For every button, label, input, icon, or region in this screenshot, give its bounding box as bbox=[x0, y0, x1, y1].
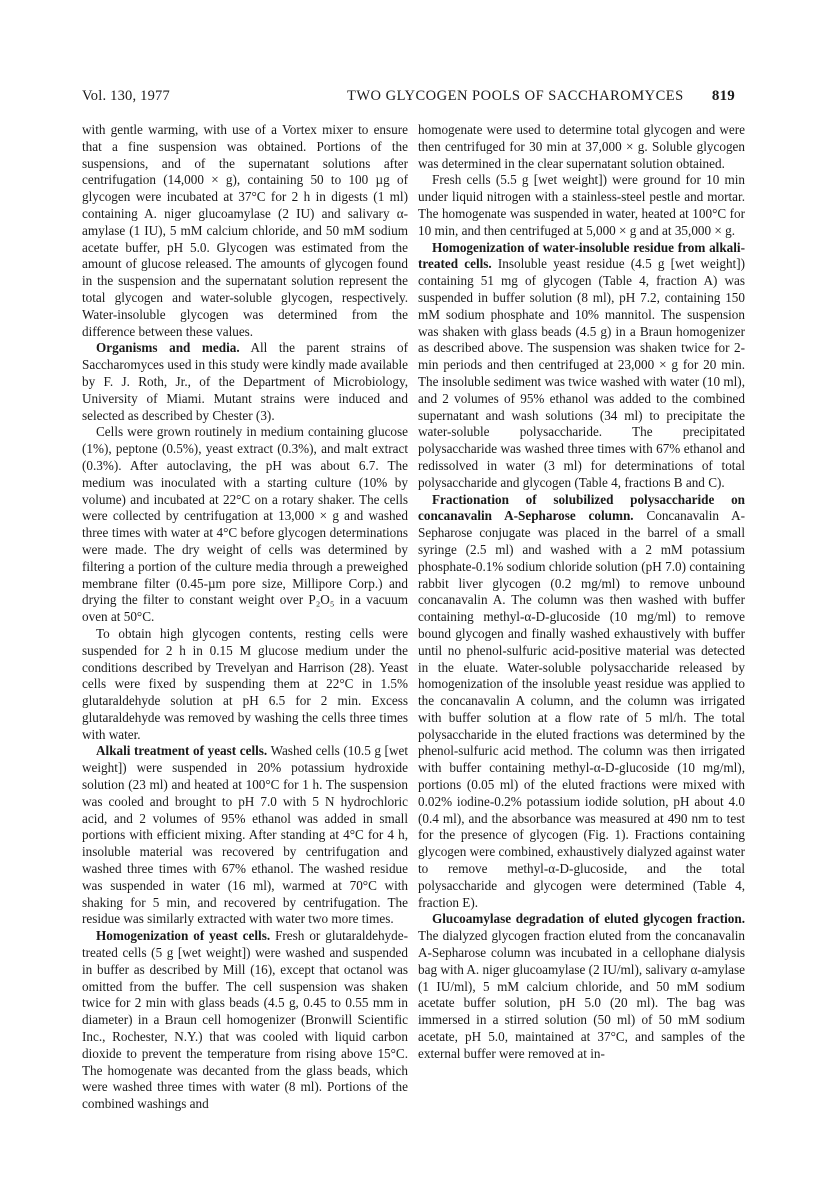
section-heading: Fractionation of solubilized polysaccharide on concanavalin A-Sepharose column. bbox=[418, 491, 745, 524]
paragraph-body: Fresh or glutaraldehyde-treated cells (5 g [wet weight]) were washed and suspended in buffer as described by Mill (16), except that octanol was omitted from the buffer. The cell suspension was shaken twice for 2 min with glass beads (4.5 g, 0.45 to 0.55 mm in diameter) in a Braun cell homogenizer (Bronwill Scientific Inc., Rochester, N.Y.) that was cooled with liquid carbon dioxide to prevent the temperature from rising above 15°C. The homogenate was decanted from the glass beads, which were washed three times with water (8 ml). Portions of the combined washings and bbox=[82, 928, 408, 1112]
paragraph-body: Washed cells (10.5 g [wet weight]) were suspended in 20% potassium hydroxide solution (23 ml) and heated at 100°C for 1 h. The suspension was cooled and brought to pH 7.0 with 5 N hydrochloric acid, and 2 volumes of 95% ethanol was added in small portions with efficient mixing. After standing at 4°C for 4 h, insoluble material was recovered by centrifugation and washed three times with 67% ethanol. The washed residue was suspended in water (16 ml), warmed at 70°C with shaking for 5 min, and recovered by centrifugation. The residue was similarly extracted with water two more times. bbox=[82, 743, 408, 927]
running-title: TWO GLYCOGEN POOLS OF SACCHAROMYCES bbox=[347, 88, 684, 104]
paragraph bbox=[418, 911, 745, 1062]
section-heading: Homogenization of yeast cells. bbox=[96, 928, 271, 944]
right-column bbox=[418, 122, 745, 1172]
paragraph-body: Insoluble yeast residue (4.5 g [wet weight]) containing 51 mg of glycogen (Table 4, fraction A) was suspended in buffer solution (8 ml), pH 7.2, containing 150 mM sodium phosphate and 10% mannitol. The suspension was shaken with glass beads (4.5 g) in a Braun homogenizer as described above. The suspension was shaken twice for 2-min periods and then centrifuged at 23,000 × g for 20 min. The insoluble sediment was twice washed with water (10 ml), and 2 volumes of 95% ethanol was added to the combined supernatant and wash solutions (34 ml) to precipitate the water-soluble polysaccharide. The precipitated polysaccharide was washed three times with 67% ethanol and redissolved in water (3 ml) for determinations of total polysaccharide and glycogen (Table 4, fractions B and C). bbox=[418, 256, 745, 490]
paragraph bbox=[418, 240, 745, 492]
paragraph bbox=[82, 928, 408, 1113]
page-number: 819 bbox=[711, 88, 735, 104]
section-heading: Organisms and media. bbox=[96, 340, 240, 356]
paragraph-body: The dialyzed glycogen fraction eluted from the concanavalin A-Sepharose column was incubated in a cellophane dialysis bag with A. niger glucoamylase (2 IU/ml), salivary α-amylase (1 IU/ml), 5 mM calcium chloride, and 50 mM sodium acetate buffer solution, pH 5.0 (20 ml). The bag was immersed in a stirred solution (50 ml) of 50 mM sodium acetate, pH 5.0, maintained at 37°C, and samples of the external buffer were removed at in- bbox=[418, 928, 745, 1061]
paragraph: Fresh cells (5.5 g [wet weight]) were ground for 10 min under liquid nitrogen with a stainless-steel pestle and mortar. The homogenate was suspended in water, heated at 100°C for 10 min, and then centrifuged at 5,000 × g and at 35,000 × g. bbox=[418, 172, 745, 238]
paragraph bbox=[82, 743, 408, 928]
paragraph bbox=[82, 340, 408, 424]
running-header bbox=[82, 88, 735, 108]
paragraph: with gentle warming, with use of a Vortex mixer to ensure that a fine suspension was obtained. Portions of the suspensions, and of the supernatant solutions after centrifugation (14,000 × g), containing 50 to 100 µg of glycogen were incubated at 37°C for 2 h in digests (1 ml) containing A. niger glucoamylase (2 IU) and salivary α-amylase (1 IU), 5 mM calcium chloride, and 50 mM sodium acetate buffer, pH 5.0. Glycogen was estimated from the amount of glucose released. The amounts of glycogen found in the suspension and the supernatant solution represent the total glycogen and water-soluble glycogen, respectively. Water-insoluble glycogen was determined from the difference between these values. bbox=[82, 122, 408, 339]
paragraph: Cells were grown routinely in medium containing glucose (1%), peptone (0.5%), yeast extract (0.3%), and malt extract (0.3%). After autoclaving, the pH was about 6.7. The medium was inoculated with a starting culture (10% by volume) and incubated at 22°C on a rotary shaker. The cells were collected by centrifugation at 13,000 × g and washed three times with water at 4°C before glycogen determinations were made. The dry weight of cells was determined by filtering a portion of the culture media through a preweighed membrane filter (0.45-µm pore size, Millipore Corp.) and drying the filter to constant weight over P₂O₅ in a vacuum oven at 50°C. bbox=[82, 424, 408, 625]
section-heading: Glucoamylase degradation of eluted glycogen fraction. bbox=[432, 911, 745, 927]
paragraph: To obtain high glycogen contents, resting cells were suspended for 2 h in 0.15 M glucose medium under the conditions described by Trevelyan and Harrison (28). Yeast cells were fixed by suspending them at 22°C in 1.5% glutaraldehyde solution at pH 6.5 for 2 min. Excess glutaraldehyde was removed by washing the cells three times with water. bbox=[82, 625, 408, 742]
volume-label: Vol. 130, 1977 bbox=[82, 88, 170, 104]
section-heading: Homogenization of water-insoluble residue from alkali-treated cells. bbox=[418, 239, 745, 272]
paragraph bbox=[418, 492, 745, 912]
left-column bbox=[82, 122, 408, 1172]
paragraph-body: Concanavalin A-Sepharose conjugate was placed in the barrel of a small syringe (2.5 ml) and washed with a 2 mM potassium phosphate-0.1% sodium chloride solution (pH 7.0) containing rabbit liver glycogen (0.2 mg/ml) to remove unbound concanavalin A. The column was then washed with buffer containing methyl-α-D-glucoside (10 mg/ml) to remove bound glycogen and finally washed exhaustively with buffer until no phenol-sulfuric acid-positive material was detected in the eluate. Water-soluble polysaccharide released by homogenization of the insoluble yeast residue was applied to the concanavalin A column, and the column was irrigated with buffer solution at a flow rate of 5 ml/h. The total polysaccharide in the eluted fractions was determined by the phenol-sulfuric acid method. The column was then irrigated with buffer containing methyl-α-D-glucoside (10 mg/ml), portions (0.05 ml) of the eluted fractions were mixed with 0.02% iodine-0.2% potassium iodide solution, pH about 4.0 (0.4 ml), and the absorbance was measured at 490 nm to test for the presence of glycogen (Fig. 1). Fractions containing glycogen were combined, exhaustively dialyzed against water to remove methyl-α-D-glucoside, and the total polysaccharide and glycogen were determined (Table 4, fraction E). bbox=[418, 508, 745, 910]
paragraph-body: All the parent strains of Saccharomyces used in this study were kindly made available by F. J. Roth, Jr., of the Department of Microbiology, University of Miami. Mutant strains were induced and selected as described by Chester (3). bbox=[82, 340, 408, 423]
paragraph: homogenate were used to determine total glycogen and were then centrifuged for 30 min at 37,000 × g. Soluble glycogen was determined in the clear supernatant solution obtained. bbox=[418, 122, 745, 171]
section-heading: Alkali treatment of yeast cells. bbox=[96, 743, 268, 759]
